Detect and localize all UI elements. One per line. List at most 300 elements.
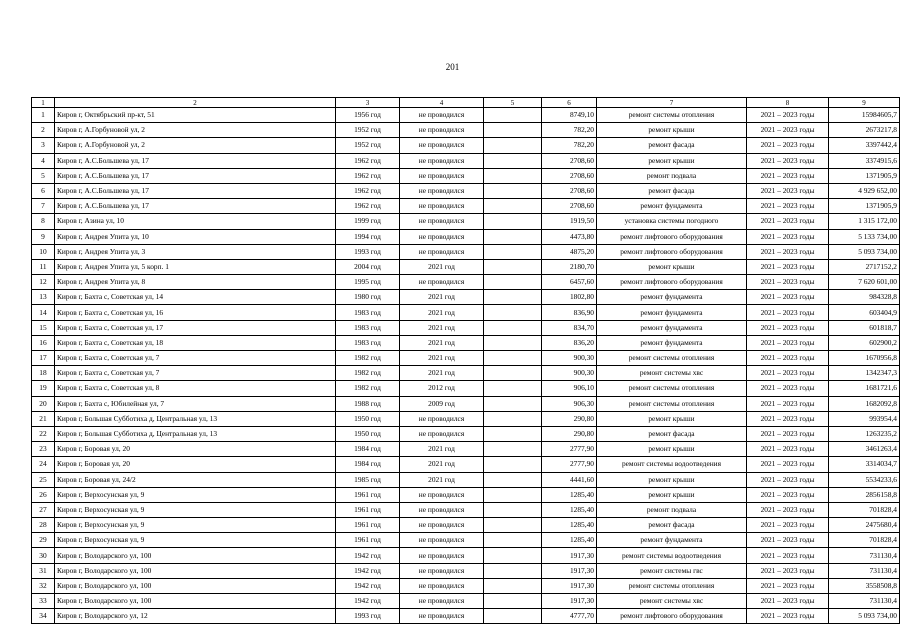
col-address-cell: Киров г, Володарского ул, 12 bbox=[55, 609, 336, 624]
col-5-cell bbox=[484, 351, 542, 366]
col-cost-cell: 1670956,8 bbox=[829, 351, 900, 366]
col-period-cell: 2021 – 2023 годы bbox=[747, 472, 829, 487]
col-period-cell: 2021 – 2023 годы bbox=[747, 123, 829, 138]
col-cost-cell: 3314034,7 bbox=[829, 457, 900, 472]
table-row bbox=[32, 609, 900, 624]
col-cost-cell: 1263235,2 bbox=[829, 426, 900, 441]
col-year-built-cell: 1961 год bbox=[336, 518, 400, 533]
col-area-cell: 4473,80 bbox=[542, 229, 597, 244]
col-cost-cell: 984328,8 bbox=[829, 290, 900, 305]
col-last-repair-cell: не проводился bbox=[400, 518, 484, 533]
col-year-built-cell: 1985 год bbox=[336, 472, 400, 487]
col-last-repair-cell: не проводился bbox=[400, 533, 484, 548]
col-address-cell: Киров г, Володарского ул, 100 bbox=[55, 594, 336, 609]
col-work-type-cell: ремонт крыши bbox=[597, 123, 747, 138]
col-address-cell: Киров г, Володарского ул, 100 bbox=[55, 578, 336, 593]
col-last-repair-cell: не проводился bbox=[400, 199, 484, 214]
col-period-cell: 2021 – 2023 годы bbox=[747, 442, 829, 457]
col-cost-cell: 3397442,4 bbox=[829, 138, 900, 153]
col-area-cell: 782,20 bbox=[542, 123, 597, 138]
col-address-cell: Киров г, Боровая ул, 24/2 bbox=[55, 472, 336, 487]
col-area-cell: 2708,60 bbox=[542, 199, 597, 214]
col-5-cell bbox=[484, 183, 542, 198]
table-row bbox=[32, 426, 900, 441]
col-number-cell: 20 bbox=[32, 396, 55, 411]
col-work-type-cell: ремонт лифтового оборудования bbox=[597, 275, 747, 290]
table-row bbox=[32, 335, 900, 350]
col-cost-cell: 1342347,3 bbox=[829, 366, 900, 381]
col-last-repair-cell: не проводился bbox=[400, 214, 484, 229]
col-number-cell: 28 bbox=[32, 518, 55, 533]
col-period-cell: 2021 – 2023 годы bbox=[747, 259, 829, 274]
col-address-cell: Киров г, Володарского ул, 100 bbox=[55, 548, 336, 563]
col-area-cell: 2180,70 bbox=[542, 259, 597, 274]
col-work-type-cell: установка системы погодного bbox=[597, 214, 747, 229]
table-row bbox=[32, 229, 900, 244]
col-area-cell: 4777,70 bbox=[542, 609, 597, 624]
col-period-cell: 2021 – 2023 годы bbox=[747, 229, 829, 244]
col-period-cell: 2021 – 2023 годы bbox=[747, 351, 829, 366]
col-cost-cell: 731130,4 bbox=[829, 548, 900, 563]
col-last-repair-cell: не проводился bbox=[400, 426, 484, 441]
col-last-repair-cell: 2021 год bbox=[400, 442, 484, 457]
col-area-cell: 1285,40 bbox=[542, 502, 597, 517]
col-year-built-cell: 1988 год bbox=[336, 396, 400, 411]
col-work-type-cell: ремонт системы хвс bbox=[597, 366, 747, 381]
col-number-cell: 30 bbox=[32, 548, 55, 563]
col-5-cell bbox=[484, 487, 542, 502]
table-row bbox=[32, 320, 900, 335]
col-number-cell: 14 bbox=[32, 305, 55, 320]
col-work-type-cell: ремонт системы водоотведения bbox=[597, 548, 747, 563]
col-5-cell bbox=[484, 578, 542, 593]
col-period-cell: 2021 – 2023 годы bbox=[747, 168, 829, 183]
col-year-built-cell: 2004 год bbox=[336, 259, 400, 274]
table-row bbox=[32, 214, 900, 229]
col-5-cell bbox=[484, 214, 542, 229]
col-work-type-cell: ремонт лифтового оборудования bbox=[597, 609, 747, 624]
col-cost-cell: 4 929 652,00 bbox=[829, 183, 900, 198]
col-work-type-cell: ремонт фасада bbox=[597, 183, 747, 198]
col-area-cell: 1285,40 bbox=[542, 487, 597, 502]
col-address-cell: Киров г, Бахта с, Советская ул, 8 bbox=[55, 381, 336, 396]
col-area-cell: 906,10 bbox=[542, 381, 597, 396]
col-number-cell: 26 bbox=[32, 487, 55, 502]
header-col-5: 5 bbox=[484, 98, 542, 108]
col-last-repair-cell: не проводился bbox=[400, 275, 484, 290]
table-row bbox=[32, 138, 900, 153]
col-last-repair-cell: не проводился bbox=[400, 502, 484, 517]
col-5-cell bbox=[484, 138, 542, 153]
col-5-cell bbox=[484, 366, 542, 381]
col-last-repair-cell: не проводился bbox=[400, 108, 484, 123]
col-cost-cell: 601818,7 bbox=[829, 320, 900, 335]
col-number-cell: 6 bbox=[32, 183, 55, 198]
col-address-cell: Киров г, Андрея Упита ул, 8 bbox=[55, 275, 336, 290]
col-period-cell: 2021 – 2023 годы bbox=[747, 502, 829, 517]
col-area-cell: 836,20 bbox=[542, 335, 597, 350]
col-work-type-cell: ремонт крыши bbox=[597, 259, 747, 274]
col-area-cell: 1285,40 bbox=[542, 518, 597, 533]
col-address-cell: Киров г, А.С.Большева ул, 17 bbox=[55, 199, 336, 214]
col-number-cell: 34 bbox=[32, 609, 55, 624]
col-year-built-cell: 1982 год bbox=[336, 351, 400, 366]
col-5-cell bbox=[484, 259, 542, 274]
col-address-cell: Киров г, Боровая ул, 20 bbox=[55, 442, 336, 457]
col-year-built-cell: 1962 год bbox=[336, 168, 400, 183]
col-5-cell bbox=[484, 290, 542, 305]
col-last-repair-cell: 2021 год bbox=[400, 366, 484, 381]
col-last-repair-cell: 2021 год bbox=[400, 305, 484, 320]
col-5-cell bbox=[484, 533, 542, 548]
table-row bbox=[32, 563, 900, 578]
col-number-cell: 24 bbox=[32, 457, 55, 472]
col-year-built-cell: 1994 год bbox=[336, 229, 400, 244]
col-5-cell bbox=[484, 244, 542, 259]
table-row bbox=[32, 457, 900, 472]
col-number-cell: 23 bbox=[32, 442, 55, 457]
col-number-cell: 29 bbox=[32, 533, 55, 548]
col-year-built-cell: 1993 год bbox=[336, 609, 400, 624]
col-number-cell: 3 bbox=[32, 138, 55, 153]
col-5-cell bbox=[484, 381, 542, 396]
col-work-type-cell: ремонт системы водоотведения bbox=[597, 457, 747, 472]
col-address-cell: Киров г, Бахта с, Советская ул, 14 bbox=[55, 290, 336, 305]
col-number-cell: 1 bbox=[32, 108, 55, 123]
col-work-type-cell: ремонт системы отопления bbox=[597, 351, 747, 366]
col-5-cell bbox=[484, 108, 542, 123]
col-work-type-cell: ремонт крыши bbox=[597, 411, 747, 426]
col-work-type-cell: ремонт фасада bbox=[597, 426, 747, 441]
table-row bbox=[32, 108, 900, 123]
col-address-cell: Киров г, Большая Субботиха д, Центральная ул, 13 bbox=[55, 426, 336, 441]
col-area-cell: 900,30 bbox=[542, 366, 597, 381]
col-address-cell: Киров г, Бахта с, Советская ул, 16 bbox=[55, 305, 336, 320]
col-5-cell bbox=[484, 229, 542, 244]
table-row bbox=[32, 548, 900, 563]
col-number-cell: 13 bbox=[32, 290, 55, 305]
col-5-cell bbox=[484, 609, 542, 624]
col-5-cell bbox=[484, 411, 542, 426]
col-address-cell: Киров г, Большая Субботиха д, Центральная ул, 13 bbox=[55, 411, 336, 426]
col-area-cell: 6457,60 bbox=[542, 275, 597, 290]
col-cost-cell: 731130,4 bbox=[829, 594, 900, 609]
col-last-repair-cell: не проводился bbox=[400, 548, 484, 563]
col-cost-cell: 701828,4 bbox=[829, 533, 900, 548]
col-area-cell: 906,30 bbox=[542, 396, 597, 411]
col-5-cell bbox=[484, 472, 542, 487]
col-5-cell bbox=[484, 305, 542, 320]
col-5-cell bbox=[484, 426, 542, 441]
col-work-type-cell: ремонт крыши bbox=[597, 442, 747, 457]
col-year-built-cell: 1942 год bbox=[336, 594, 400, 609]
col-cost-cell: 15984605,7 bbox=[829, 108, 900, 123]
col-number-cell: 15 bbox=[32, 320, 55, 335]
col-year-built-cell: 1983 год bbox=[336, 335, 400, 350]
header-col-work-type: 7 bbox=[597, 98, 747, 108]
table-row bbox=[32, 290, 900, 305]
table-row bbox=[32, 381, 900, 396]
col-address-cell: Киров г, Андрея Упита ул, 10 bbox=[55, 229, 336, 244]
col-year-built-cell: 1961 год bbox=[336, 502, 400, 517]
table-row bbox=[32, 275, 900, 290]
col-period-cell: 2021 – 2023 годы bbox=[747, 320, 829, 335]
col-address-cell: Киров г, А.С.Большева ул, 17 bbox=[55, 183, 336, 198]
col-period-cell: 2021 – 2023 годы bbox=[747, 518, 829, 533]
col-5-cell bbox=[484, 442, 542, 457]
col-year-built-cell: 1942 год bbox=[336, 548, 400, 563]
col-last-repair-cell: не проводился bbox=[400, 123, 484, 138]
col-work-type-cell: ремонт фундамента bbox=[597, 199, 747, 214]
col-last-repair-cell: не проводился bbox=[400, 153, 484, 168]
col-5-cell bbox=[484, 396, 542, 411]
col-year-built-cell: 1984 год bbox=[336, 442, 400, 457]
col-year-built-cell: 1982 год bbox=[336, 381, 400, 396]
col-work-type-cell: ремонт системы гвс bbox=[597, 563, 747, 578]
col-number-cell: 12 bbox=[32, 275, 55, 290]
col-period-cell: 2021 – 2023 годы bbox=[747, 426, 829, 441]
col-year-built-cell: 1961 год bbox=[336, 533, 400, 548]
header-row bbox=[32, 98, 900, 108]
col-year-built-cell: 1995 год bbox=[336, 275, 400, 290]
col-period-cell: 2021 – 2023 годы bbox=[747, 411, 829, 426]
col-work-type-cell: ремонт фундамента bbox=[597, 335, 747, 350]
col-cost-cell: 731130,4 bbox=[829, 563, 900, 578]
col-number-cell: 18 bbox=[32, 366, 55, 381]
col-period-cell: 2021 – 2023 годы bbox=[747, 457, 829, 472]
table-row bbox=[32, 168, 900, 183]
col-year-built-cell: 1980 год bbox=[336, 290, 400, 305]
table-row bbox=[32, 487, 900, 502]
col-last-repair-cell: 2012 год bbox=[400, 381, 484, 396]
col-cost-cell: 3558508,8 bbox=[829, 578, 900, 593]
col-year-built-cell: 1952 год bbox=[336, 138, 400, 153]
header-col-last-repair: 4 bbox=[400, 98, 484, 108]
col-work-type-cell: ремонт подвала bbox=[597, 168, 747, 183]
col-5-cell bbox=[484, 548, 542, 563]
col-cost-cell: 5 133 734,00 bbox=[829, 229, 900, 244]
col-area-cell: 1285,40 bbox=[542, 533, 597, 548]
header-col-area: 6 bbox=[542, 98, 597, 108]
col-number-cell: 32 bbox=[32, 578, 55, 593]
col-5-cell bbox=[484, 335, 542, 350]
col-cost-cell: 602900,2 bbox=[829, 335, 900, 350]
col-address-cell: Киров г, А.Горбуновой ул, 2 bbox=[55, 123, 336, 138]
col-5-cell bbox=[484, 594, 542, 609]
col-year-built-cell: 1983 год bbox=[336, 305, 400, 320]
header-col-address: 2 bbox=[55, 98, 336, 108]
col-period-cell: 2021 – 2023 годы bbox=[747, 381, 829, 396]
col-area-cell: 1917,30 bbox=[542, 563, 597, 578]
col-work-type-cell: ремонт крыши bbox=[597, 472, 747, 487]
col-period-cell: 2021 – 2023 годы bbox=[747, 305, 829, 320]
col-period-cell: 2021 – 2023 годы bbox=[747, 366, 829, 381]
col-area-cell: 1917,30 bbox=[542, 594, 597, 609]
col-5-cell bbox=[484, 457, 542, 472]
col-5-cell bbox=[484, 502, 542, 517]
table-row bbox=[32, 123, 900, 138]
col-cost-cell: 701828,4 bbox=[829, 502, 900, 517]
col-number-cell: 10 bbox=[32, 244, 55, 259]
col-cost-cell: 603404,9 bbox=[829, 305, 900, 320]
table-row bbox=[32, 199, 900, 214]
col-number-cell: 8 bbox=[32, 214, 55, 229]
col-work-type-cell: ремонт системы отопления bbox=[597, 108, 747, 123]
col-address-cell: Киров г, Андрея Упита ул, 3 bbox=[55, 244, 336, 259]
col-period-cell: 2021 – 2023 годы bbox=[747, 244, 829, 259]
col-work-type-cell: ремонт фундамента bbox=[597, 320, 747, 335]
col-work-type-cell: ремонт системы отопления bbox=[597, 578, 747, 593]
table-row bbox=[32, 472, 900, 487]
col-period-cell: 2021 – 2023 годы bbox=[747, 335, 829, 350]
col-address-cell: Киров г, Верхосунская ул, 9 bbox=[55, 518, 336, 533]
table-row bbox=[32, 502, 900, 517]
col-5-cell bbox=[484, 199, 542, 214]
col-work-type-cell: ремонт фундамента bbox=[597, 290, 747, 305]
col-address-cell: Киров г, Бахта с, Советская ул, 17 bbox=[55, 320, 336, 335]
col-period-cell: 2021 – 2023 годы bbox=[747, 487, 829, 502]
col-period-cell: 2021 – 2023 годы bbox=[747, 563, 829, 578]
col-work-type-cell: ремонт системы отопления bbox=[597, 381, 747, 396]
col-area-cell: 290,80 bbox=[542, 411, 597, 426]
col-cost-cell: 7 620 601,00 bbox=[829, 275, 900, 290]
col-number-cell: 17 bbox=[32, 351, 55, 366]
col-number-cell: 5 bbox=[32, 168, 55, 183]
col-year-built-cell: 1962 год bbox=[336, 183, 400, 198]
col-cost-cell: 2475680,4 bbox=[829, 518, 900, 533]
col-cost-cell: 1371905,9 bbox=[829, 199, 900, 214]
col-cost-cell: 3461263,4 bbox=[829, 442, 900, 457]
table-row bbox=[32, 578, 900, 593]
col-last-repair-cell: 2021 год bbox=[400, 335, 484, 350]
col-number-cell: 7 bbox=[32, 199, 55, 214]
col-cost-cell: 2717152,2 bbox=[829, 259, 900, 274]
col-year-built-cell: 1961 год bbox=[336, 487, 400, 502]
col-work-type-cell: ремонт фасада bbox=[597, 138, 747, 153]
header-col-number: 1 bbox=[32, 98, 55, 108]
col-last-repair-cell: не проводился bbox=[400, 487, 484, 502]
table-row bbox=[32, 518, 900, 533]
col-number-cell: 2 bbox=[32, 123, 55, 138]
col-area-cell: 2777,90 bbox=[542, 457, 597, 472]
col-year-built-cell: 1952 год bbox=[336, 123, 400, 138]
col-address-cell: Киров г, Бахта с, Советская ул, 7 bbox=[55, 366, 336, 381]
col-period-cell: 2021 – 2023 годы bbox=[747, 153, 829, 168]
col-area-cell: 836,90 bbox=[542, 305, 597, 320]
col-last-repair-cell: не проводился bbox=[400, 563, 484, 578]
repair-plan-table bbox=[31, 97, 900, 624]
col-cost-cell: 2673217,8 bbox=[829, 123, 900, 138]
col-period-cell: 2021 – 2023 годы bbox=[747, 290, 829, 305]
col-last-repair-cell: 2021 год bbox=[400, 472, 484, 487]
col-cost-cell: 1371905,9 bbox=[829, 168, 900, 183]
col-last-repair-cell: 2021 год bbox=[400, 290, 484, 305]
col-work-type-cell: ремонт лифтового оборудования bbox=[597, 244, 747, 259]
col-work-type-cell: ремонт системы хвс bbox=[597, 594, 747, 609]
col-number-cell: 11 bbox=[32, 259, 55, 274]
col-area-cell: 1802,80 bbox=[542, 290, 597, 305]
col-5-cell bbox=[484, 518, 542, 533]
col-number-cell: 4 bbox=[32, 153, 55, 168]
col-last-repair-cell: не проводился bbox=[400, 138, 484, 153]
col-last-repair-cell: не проводился bbox=[400, 229, 484, 244]
col-period-cell: 2021 – 2023 годы bbox=[747, 548, 829, 563]
table-row bbox=[32, 244, 900, 259]
col-year-built-cell: 1983 год bbox=[336, 320, 400, 335]
col-year-built-cell: 1942 год bbox=[336, 563, 400, 578]
col-last-repair-cell: 2021 год bbox=[400, 320, 484, 335]
col-area-cell: 2708,60 bbox=[542, 183, 597, 198]
col-cost-cell: 1681721,6 bbox=[829, 381, 900, 396]
col-work-type-cell: ремонт фундамента bbox=[597, 533, 747, 548]
col-number-cell: 27 bbox=[32, 502, 55, 517]
col-period-cell: 2021 – 2023 годы bbox=[747, 594, 829, 609]
col-area-cell: 2708,60 bbox=[542, 153, 597, 168]
col-area-cell: 2708,60 bbox=[542, 168, 597, 183]
col-last-repair-cell: 2009 год bbox=[400, 396, 484, 411]
col-cost-cell: 1682092,8 bbox=[829, 396, 900, 411]
col-work-type-cell: ремонт системы отопления bbox=[597, 396, 747, 411]
col-cost-cell: 3374915,6 bbox=[829, 153, 900, 168]
col-area-cell: 2777,90 bbox=[542, 442, 597, 457]
col-cost-cell: 2856158,8 bbox=[829, 487, 900, 502]
table-row bbox=[32, 411, 900, 426]
col-last-repair-cell: не проводился bbox=[400, 411, 484, 426]
col-year-built-cell: 1984 год bbox=[336, 457, 400, 472]
col-area-cell: 1917,30 bbox=[542, 548, 597, 563]
col-year-built-cell: 1942 год bbox=[336, 578, 400, 593]
col-last-repair-cell: не проводился bbox=[400, 183, 484, 198]
col-year-built-cell: 1956 год bbox=[336, 108, 400, 123]
col-address-cell: Киров г, Володарского ул, 100 bbox=[55, 563, 336, 578]
table-row bbox=[32, 533, 900, 548]
col-number-cell: 25 bbox=[32, 472, 55, 487]
col-work-type-cell: ремонт крыши bbox=[597, 153, 747, 168]
col-5-cell bbox=[484, 563, 542, 578]
col-address-cell: Киров г, Верхосунская ул, 9 bbox=[55, 533, 336, 548]
col-period-cell: 2021 – 2023 годы bbox=[747, 396, 829, 411]
table-row bbox=[32, 594, 900, 609]
col-address-cell: Киров г, А.С.Большева ул, 17 bbox=[55, 153, 336, 168]
col-work-type-cell: ремонт подвала bbox=[597, 502, 747, 517]
col-number-cell: 9 bbox=[32, 229, 55, 244]
col-period-cell: 2021 – 2023 годы bbox=[747, 609, 829, 624]
col-number-cell: 16 bbox=[32, 335, 55, 350]
col-year-built-cell: 1982 год bbox=[336, 366, 400, 381]
col-number-cell: 19 bbox=[32, 381, 55, 396]
table-row bbox=[32, 183, 900, 198]
col-year-built-cell: 1999 год bbox=[336, 214, 400, 229]
table-row bbox=[32, 396, 900, 411]
col-last-repair-cell: 2021 год bbox=[400, 259, 484, 274]
col-cost-cell: 5534233,6 bbox=[829, 472, 900, 487]
col-address-cell: Киров г, Бахта с, Советская ул, 18 bbox=[55, 335, 336, 350]
col-number-cell: 21 bbox=[32, 411, 55, 426]
col-year-built-cell: 1993 год bbox=[336, 244, 400, 259]
col-address-cell: Киров г, Боровая ул, 20 bbox=[55, 457, 336, 472]
col-address-cell: Киров г, Азина ул, 10 bbox=[55, 214, 336, 229]
table-row bbox=[32, 442, 900, 457]
col-period-cell: 2021 – 2023 годы bbox=[747, 533, 829, 548]
col-5-cell bbox=[484, 123, 542, 138]
col-year-built-cell: 1950 год bbox=[336, 411, 400, 426]
col-last-repair-cell: не проводился bbox=[400, 594, 484, 609]
col-period-cell: 2021 – 2023 годы bbox=[747, 199, 829, 214]
col-area-cell: 290,80 bbox=[542, 426, 597, 441]
col-address-cell: Киров г, А.Горбуновой ул, 2 bbox=[55, 138, 336, 153]
table-row bbox=[32, 366, 900, 381]
col-work-type-cell: ремонт крыши bbox=[597, 487, 747, 502]
